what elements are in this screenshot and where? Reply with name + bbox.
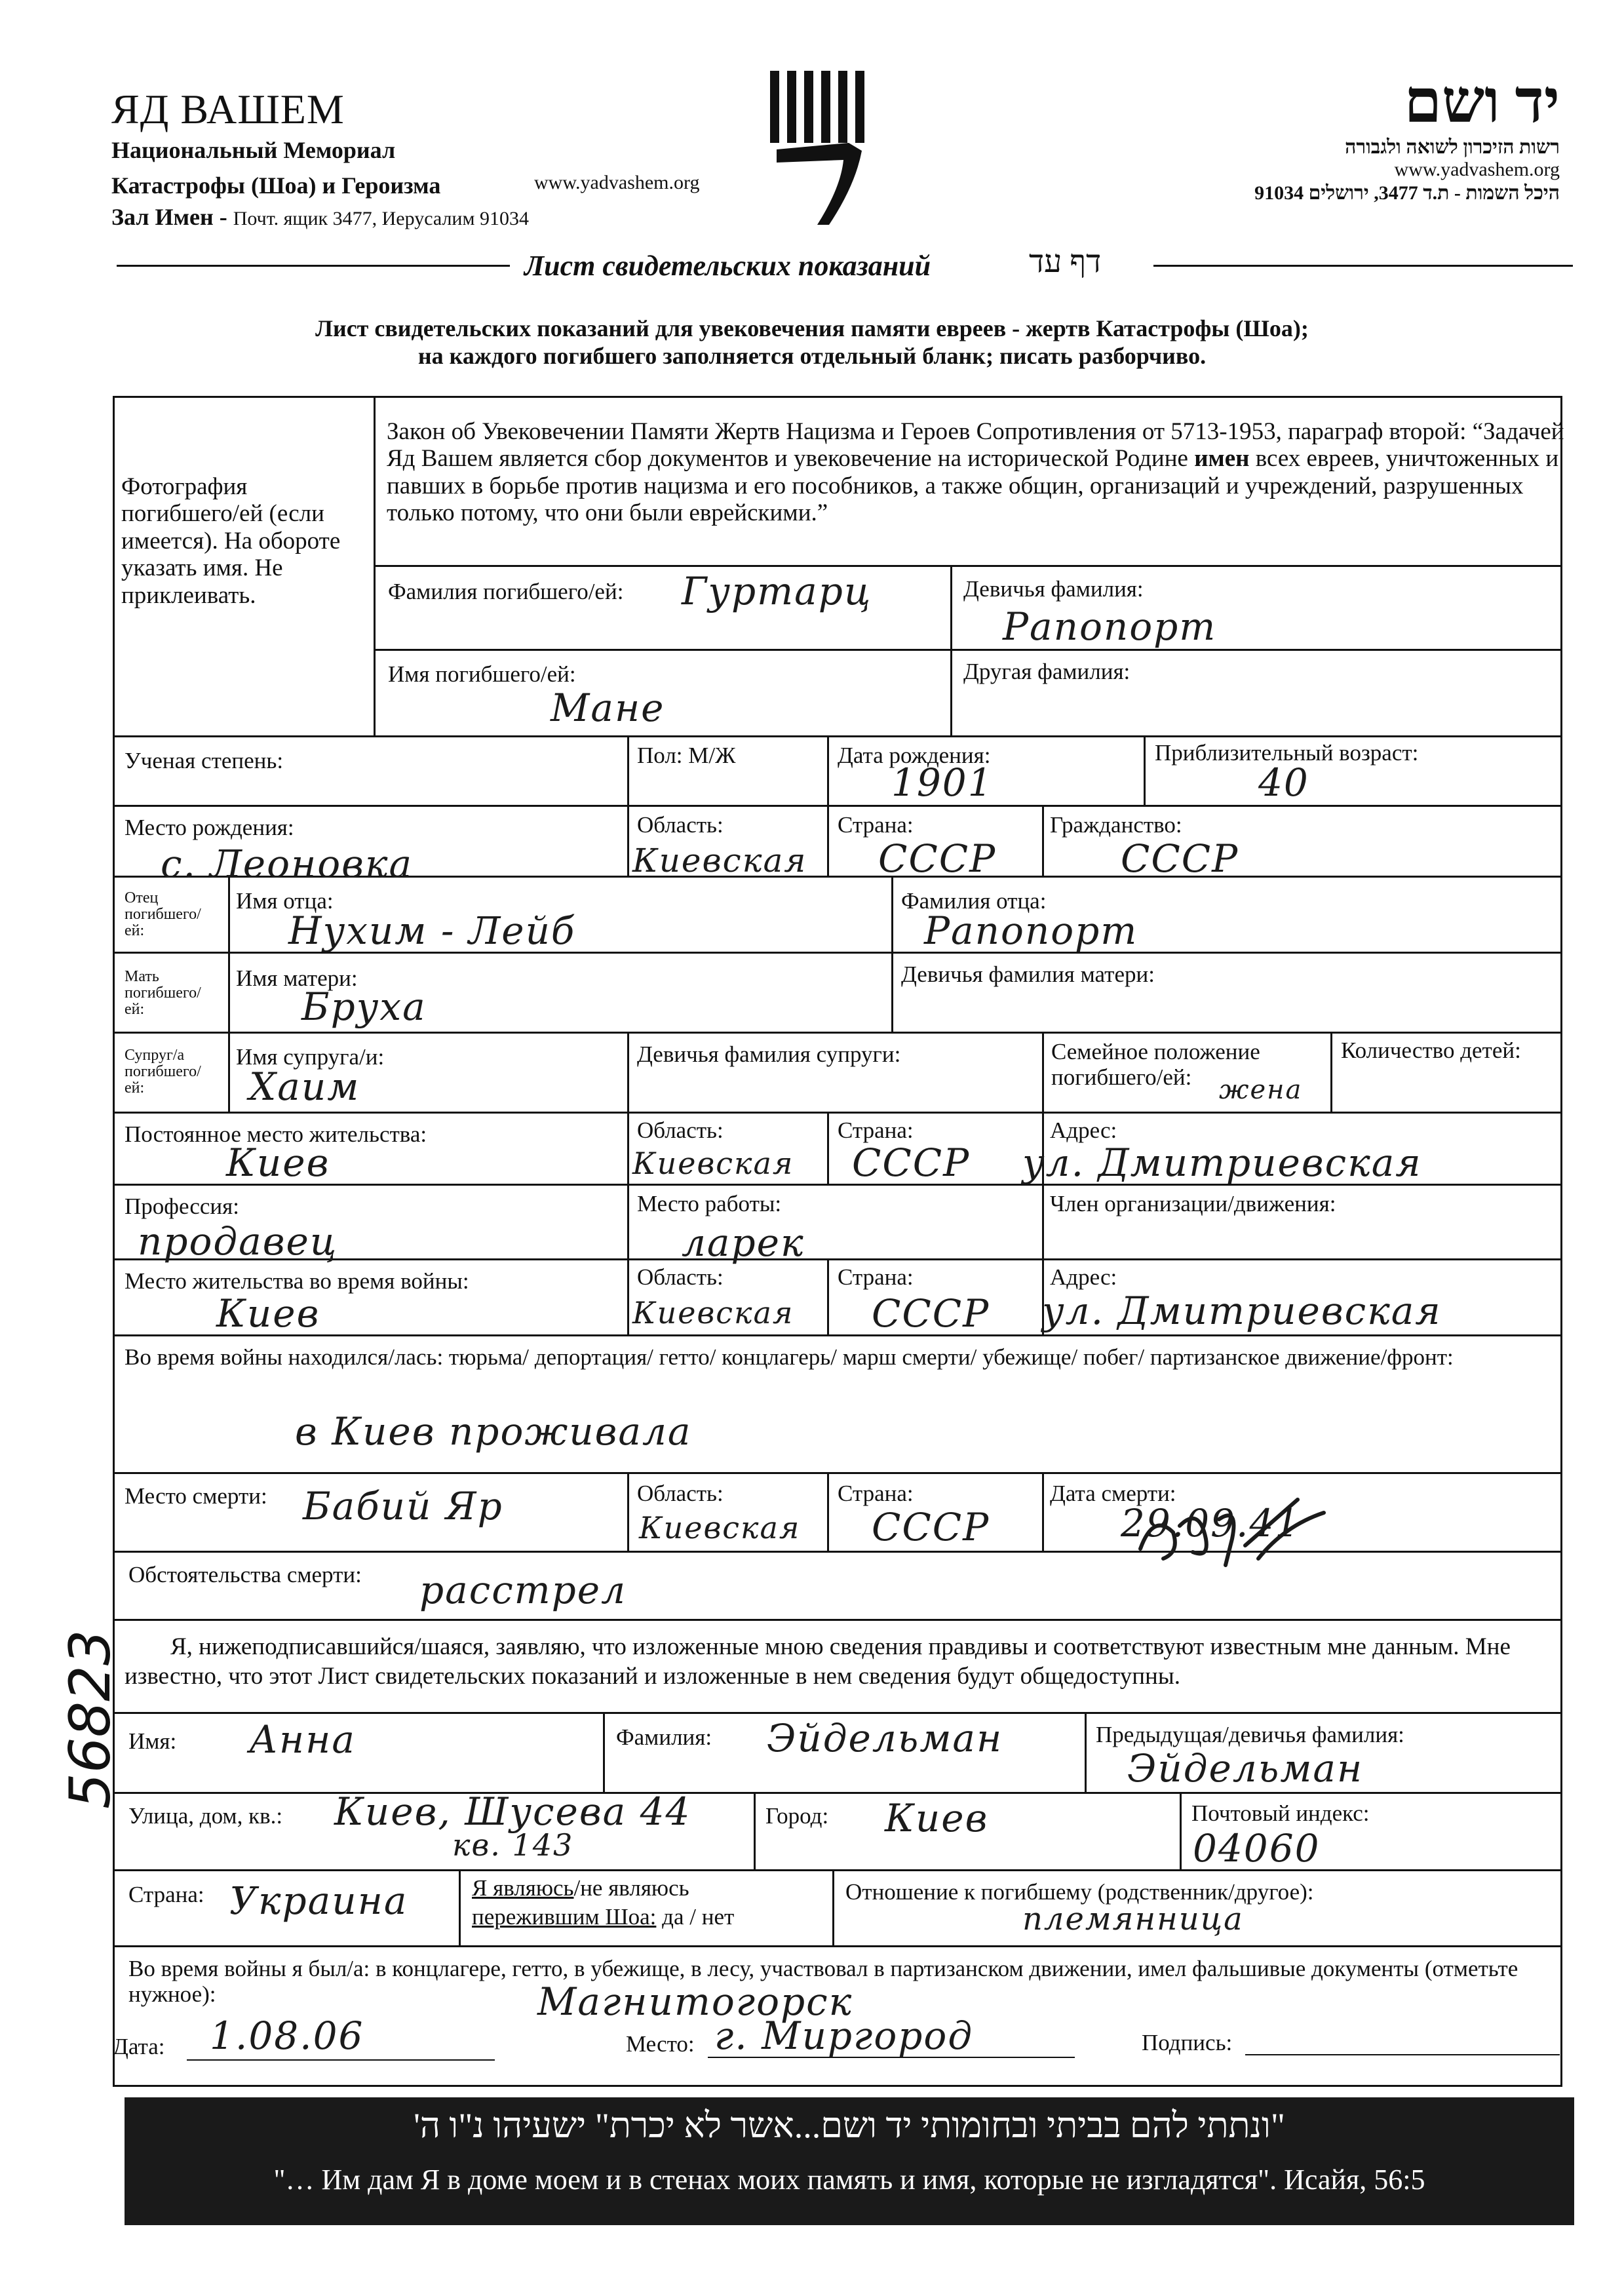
value-death-date[interactable]: 29.09.41 [1121,1501,1301,1545]
label-birth-date: Дата рождения: [838,743,991,768]
label-witness-relation: Отношение к погибшему (родственник/другое): [845,1879,1314,1905]
value-death-place[interactable]: Бабий Яр [303,1484,503,1528]
yad-vashem-title-he: יד ושם [1404,68,1560,135]
value-witness-country[interactable]: Украина [229,1878,408,1923]
value-workplace[interactable]: ларек [682,1220,805,1265]
label-death-place: Место смерти: [125,1483,267,1509]
label-death-region: Область: [637,1481,724,1506]
label-witness-prev-surname: Предыдущая/девичья фамилия: [1096,1722,1404,1747]
label-children: Количество детей: [1341,1038,1521,1063]
label-spouse-name: Имя супруга/и: [236,1044,385,1070]
value-res-region[interactable]: Киевская [632,1146,794,1181]
label-father-surname: Фамилия отца: [901,888,1047,914]
value-war-status[interactable]: в Киев проживала [295,1409,692,1454]
label-father-side: Отец погибшего/ ей: [125,889,201,940]
survivor-line-1 [472,1876,689,1901]
label-mother-side: Мать погибшего/ ей: [125,968,201,1019]
form-title-he: דף עד [1029,244,1102,279]
label-birth-country: Страна: [838,812,914,838]
value-death-region[interactable]: Киевская [639,1510,801,1545]
survivor-line-2 [472,1905,734,1930]
label-witness-zip: Почтовый индекс: [1191,1800,1370,1826]
label-other-surname: Другая фамилия: [963,659,1131,684]
label-member: Член организации/движения: [1050,1191,1336,1216]
value-mother-name[interactable]: Бруха [301,984,427,1029]
header-he-line-1: רשות הזיכרון לשואה ולגבורה [1345,136,1560,158]
value-witness-zip[interactable]: 04060 [1193,1826,1321,1871]
header-address-ru: Почт. ящик 3477, Иерусалим 91034 [233,208,529,229]
value-approx-age[interactable]: 40 [1258,760,1309,805]
value-witness-street-1[interactable]: Киев, Шусева 44 [334,1789,691,1834]
signature-icon [1127,1486,1337,1572]
label-approx-age: Приблизительный возраст: [1155,740,1419,766]
label-sex: Пол: М/Ж [637,743,736,768]
value-first-name[interactable]: Мане [551,686,665,730]
value-date[interactable]: 1.08.06 [210,2013,364,2058]
label-birth-place: Место рождения: [125,815,294,840]
label-res-address: Адрес: [1050,1117,1117,1143]
label-res-region: Область: [637,1117,724,1143]
label-death-circumstances: Обстоятельства смерти: [128,1562,362,1587]
value-witness-city[interactable]: Киев [885,1796,989,1840]
value-father-name[interactable]: Нухим - Лейб [288,908,576,953]
label-spouse-maiden: Девичья фамилия супруги: [637,1041,901,1067]
label-witness-surname: Фамилия: [616,1724,712,1750]
label-witness-city: Город: [765,1803,829,1829]
date-underline [187,2059,495,2061]
label-war-address: Адрес: [1050,1264,1117,1290]
label-res-country: Страна: [838,1117,914,1143]
label-war-status: Во время войны находился/лась: тюрьма/ депортация/ гетто/ концлагерь/ марш смерти/ убежище/ побег/ партизанское движение/фронт: [125,1344,1454,1370]
label-citizenship: Гражданство: [1050,812,1182,838]
hall-of-names-label: Зал Имен - [111,204,227,230]
value-witness-name[interactable]: Анна [249,1717,356,1762]
label-date: Дата: [113,2034,165,2059]
label-war-region: Область: [637,1264,724,1290]
label-war-country: Страна: [838,1264,914,1290]
form-subtitle-2: на каждого погибшего заполняется отдельный бланк; писать разборчиво. [417,343,1207,369]
label-witness-war: Во время войны я был/а: в концлагере, гетто, в убежище, в лесу, участвовал в партизанском движении, имел фальшивые документы (отметьте нужное): [128,1956,1518,2008]
label-mother-name: Имя матери: [236,965,358,991]
yad-vashem-title-ru: ЯД ВАШЕМ [111,86,345,132]
survivor-label-underlined: пережившим Шоа: [472,1904,657,1930]
value-war-region[interactable]: Киевская [632,1295,794,1331]
label-spouse-side: Супруг/а погибшего/ ей: [125,1047,201,1097]
footer-russian-quote: "… Им дам Я в доме моем и в стенах моих память и имя, которые не изгладятся". Исайя, 56:5 [273,2164,1425,2196]
survivor-yes-no[interactable]: да / нет [656,1904,735,1930]
value-witness-relation[interactable]: племянница [1022,1901,1244,1937]
value-death-country[interactable]: СССР [872,1505,990,1549]
value-death-circumstances[interactable]: расстрел [419,1568,627,1612]
value-birth-region[interactable]: Киевская [632,842,807,880]
value-witness-street-2[interactable]: кв. 143 [452,1827,574,1863]
value-family-status[interactable]: жена [1219,1075,1303,1105]
header-line-2: Катастрофы (Шоа) и Героизма [111,172,441,199]
header-he-address: היכל השמות - ת.ד 3477, ירושלים 91034 [1254,182,1560,204]
label-family-status: Семейное положение погибшего/ей: [1051,1039,1260,1090]
label-profession: Профессия: [125,1194,239,1219]
survivor-no[interactable]: /не являюсь [573,1875,689,1901]
label-maiden-name: Девичья фамилия: [963,576,1144,602]
declaration-text: Я, нижеподписавшийся/шаяся, заявляю, что изложенные мною сведения правдивы и соответствуют известным мне данным. Мне известно, что этот Лист свидетельских показаний и изложенные в нем сведения будут общедоступны. [125,1633,1511,1690]
value-war-residence[interactable]: Киев [216,1291,320,1336]
value-witness-war[interactable]: Магнитогорск [537,1979,853,2024]
label-death-country: Страна: [838,1481,914,1506]
yad-vashem-logo-icon [764,71,881,228]
value-maiden-name[interactable]: Рапопорт [1003,604,1217,649]
value-war-country[interactable]: СССР [872,1291,990,1336]
value-place[interactable]: г. Миргород [714,2013,974,2058]
value-birth-country[interactable]: СССР [878,836,997,881]
value-birth-date[interactable]: 1901 [891,760,994,805]
value-war-address[interactable]: ул. Дмитриевская [1042,1289,1442,1333]
law-text-bold: имен [1194,445,1250,473]
label-mother-maiden: Девичья фамилия матери: [901,962,1155,987]
value-profession[interactable]: продавец [138,1219,338,1264]
label-first-name: Имя погибшего/ей: [388,661,576,687]
label-workplace: Место работы: [637,1191,782,1216]
header-url-right[interactable]: www.yadvashem.org [1394,159,1560,180]
label-signature: Подпись: [1142,2030,1233,2055]
law-quote [387,418,1573,527]
value-witness-surname[interactable]: Эйдельман [767,1716,1003,1760]
value-father-surname[interactable]: Рапопорт [924,908,1138,953]
label-witness-country: Страна: [128,1882,204,1907]
value-citizenship[interactable]: СССР [1121,836,1239,881]
label-war-residence: Место жительства во время войны: [125,1268,469,1294]
header-url-left[interactable]: www.yadvashem.org [534,172,700,193]
footer-hebrew-quote: "ונתתי להם בביתי ובחומותי יד ושם...אשר לא יכרת" ישעיהו נ"ו ה' [414,2106,1285,2145]
label-surname: Фамилия погибшего/ей: [388,579,624,604]
header-line-3 [111,203,529,231]
label-witness-name: Имя: [128,1728,177,1754]
law-text-part-1: Закон об Увековечении Памяти Жертв Нацизма и Героев Сопротивления от 5713-1953, параграф второй: “Задачей Яд Вашем является сбор документов и увековечение на исторической Родине [387,418,1564,473]
label-birth-region: Область: [637,812,724,838]
label-degree: Ученая степень: [125,748,284,773]
label-residence: Постоянное место жительства: [125,1121,427,1147]
law-text-part-2: всех евреев, уничтоженных и павших в борьбе против нацизма и его пособников, а также общин, организаций и учреждений, разрушенных только потому, что они были еврейскими.” [387,445,1559,527]
title-rule-left [117,265,510,267]
value-res-country[interactable]: СССР [852,1140,971,1185]
value-witness-prev-surname[interactable]: Эйдельман [1127,1746,1364,1791]
label-death-date: Дата смерти: [1050,1481,1176,1506]
form-title-ru: Лист свидетельских показаний [524,250,931,282]
header-line-1: Национальный Мемориал [111,137,396,163]
form-subtitle-1: Лист свидетельских показаний для увековечения памяти евреев - жертв Катастрофы (Шоа); [315,315,1309,341]
label-witness-street: Улица, дом, кв.: [128,1803,283,1829]
signature-underline [1245,2054,1560,2055]
value-residence[interactable]: Киев [226,1140,330,1185]
survivor-yes-underlined[interactable]: Я являюсь [472,1875,574,1901]
value-birth-place[interactable]: с. Леоновка [161,842,414,886]
label-father-name: Имя отца: [236,888,334,914]
photo-instructions: Фотография погибшего/ей (если имеется). На обороте указать имя. Не приклеивать. [121,473,341,609]
title-rule-right [1153,265,1573,267]
value-res-address[interactable]: ул. Дмитриевская [1022,1140,1422,1185]
value-spouse-name[interactable]: Хаим [249,1064,360,1109]
side-registration-number: 56823 [58,1629,123,1809]
value-surname[interactable]: Гуртарц [682,569,872,613]
label-place: Место: [626,2031,695,2057]
